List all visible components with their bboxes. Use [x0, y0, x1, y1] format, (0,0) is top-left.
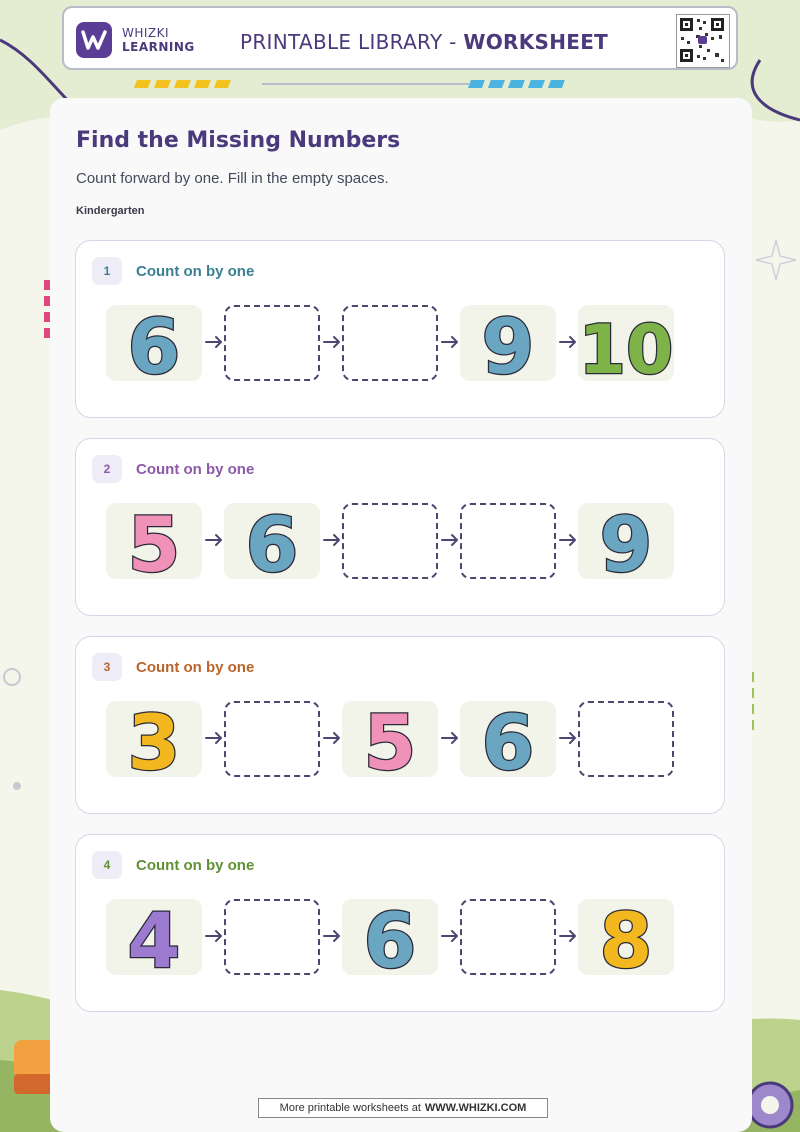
number-glyph: [460, 305, 556, 381]
number-glyph: [224, 503, 320, 579]
w-logo-icon: [81, 29, 107, 51]
number-tile: [106, 899, 202, 975]
number-tile: [578, 899, 674, 975]
arrow-right-icon: [558, 530, 578, 550]
number-tile: [578, 503, 674, 579]
question-card: [75, 438, 725, 616]
number-tile: [106, 701, 202, 777]
header-title-emphasis: WORKSHEET: [463, 30, 609, 54]
number-glyph: [578, 899, 674, 975]
arrow-right-icon: [440, 332, 460, 352]
question-label: Count on by one: [136, 461, 255, 478]
header-title: [240, 30, 608, 54]
arrow-right-icon: [558, 728, 578, 748]
arrow-right-icon: [440, 926, 460, 946]
number-glyph: [342, 701, 438, 777]
arrow-right-icon: [204, 728, 224, 748]
worksheet-title: Find the Missing Numbers: [76, 128, 401, 153]
number-tile: [578, 305, 674, 381]
question-card: [75, 240, 725, 418]
number-value: 6: [481, 701, 535, 777]
number-value: 6: [363, 899, 417, 975]
arrow-right-icon: [558, 332, 578, 352]
number-value: 5: [127, 503, 181, 579]
question-label: Count on by one: [136, 659, 255, 676]
number-glyph: [106, 701, 202, 777]
number-glyph: [106, 305, 202, 381]
header-title-prefix: PRINTABLE LIBRARY -: [240, 30, 464, 54]
number-tile: [106, 305, 202, 381]
whizki-logo[interactable]: [76, 22, 112, 58]
number-tile: [460, 305, 556, 381]
number-tile: [224, 503, 320, 579]
arrow-right-icon: [322, 332, 342, 352]
number-glyph: [460, 701, 556, 777]
arrow-right-icon: [322, 530, 342, 550]
question-label: Count on by one: [136, 857, 255, 874]
brand-name: [122, 26, 195, 54]
answer-blank[interactable]: [342, 305, 438, 381]
answer-blank[interactable]: [342, 503, 438, 579]
answer-blank[interactable]: [460, 503, 556, 579]
number-value: 9: [481, 305, 535, 381]
arrow-right-icon: [322, 728, 342, 748]
number-glyph: [578, 503, 674, 579]
question-number: 2: [92, 455, 122, 483]
arrow-right-icon: [204, 332, 224, 352]
footer-link[interactable]: WWW.WHIZKI.COM: [424, 1102, 527, 1114]
number-glyph: [106, 503, 202, 579]
footer-banner: [258, 1098, 548, 1118]
number-value: 3: [127, 701, 181, 777]
question-number: 3: [92, 653, 122, 681]
number-glyph: [578, 305, 674, 381]
number-value: 8: [599, 899, 653, 975]
number-glyph: [342, 899, 438, 975]
qr-code-icon[interactable]: [676, 14, 730, 68]
question-card: [75, 636, 725, 814]
question-number: 1: [92, 257, 122, 285]
number-value: 10: [578, 311, 674, 381]
number-tile: [106, 503, 202, 579]
number-value: 4: [127, 899, 181, 975]
arrow-right-icon: [558, 926, 578, 946]
answer-blank[interactable]: [578, 701, 674, 777]
arrow-right-icon: [440, 530, 460, 550]
number-glyph: [106, 899, 202, 975]
number-tile: [342, 701, 438, 777]
arrow-right-icon: [204, 926, 224, 946]
footer-text: More printable worksheets at: [279, 1102, 421, 1114]
arrow-right-icon: [440, 728, 460, 748]
number-value: 6: [245, 503, 299, 579]
brand-line-2: LEARNING: [122, 40, 195, 54]
arrow-right-icon: [204, 530, 224, 550]
answer-blank[interactable]: [224, 899, 320, 975]
number-value: 9: [599, 503, 653, 579]
question-label: Count on by one: [136, 263, 255, 280]
header-bar: [62, 6, 738, 70]
question-card: [75, 834, 725, 1012]
answer-blank[interactable]: [224, 701, 320, 777]
number-value: 6: [127, 305, 181, 381]
answer-blank[interactable]: [460, 899, 556, 975]
qr-pattern: [677, 15, 727, 65]
grade-level: Kindergarten: [76, 205, 145, 217]
number-tile: [342, 899, 438, 975]
worksheet-instructions: Count forward by one. Fill in the empty spaces.: [76, 170, 389, 187]
number-value: 5: [363, 701, 417, 777]
answer-blank[interactable]: [224, 305, 320, 381]
brand-line-1: WHIZKI: [122, 26, 170, 40]
arrow-right-icon: [322, 926, 342, 946]
question-number: 4: [92, 851, 122, 879]
number-tile: [460, 701, 556, 777]
